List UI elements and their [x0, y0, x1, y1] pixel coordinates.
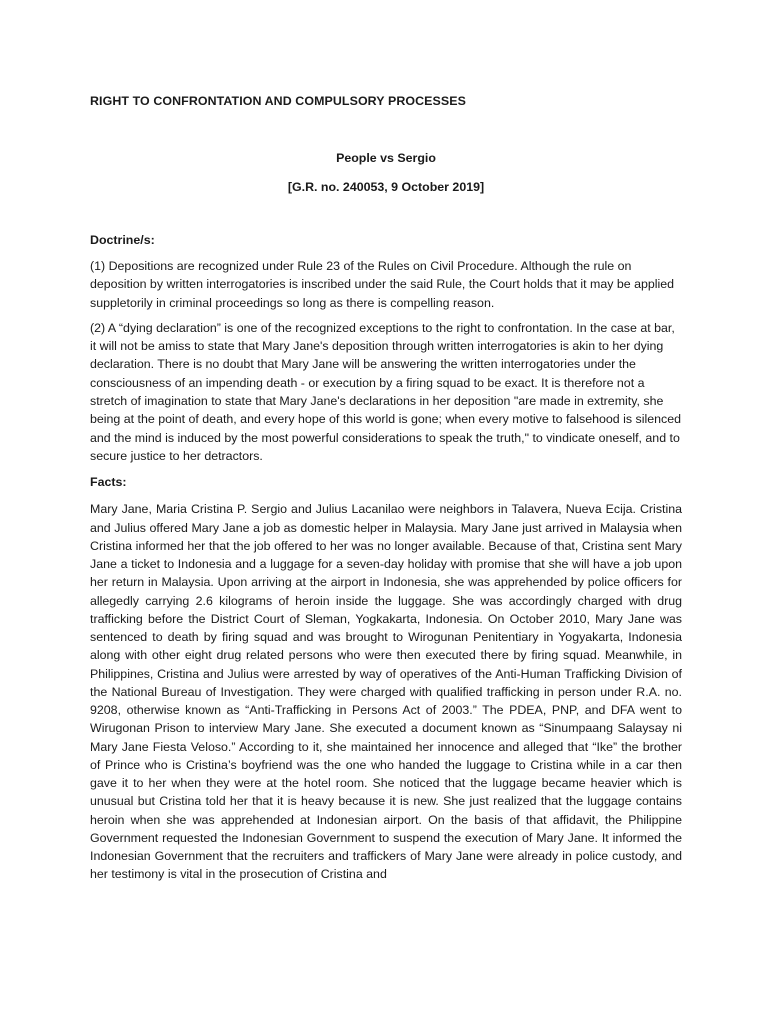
case-citation: [G.R. no. 240053, 9 October 2019]	[287, 180, 485, 194]
case-name: People vs Sergio	[336, 151, 436, 165]
doctrine-paragraph-1: (1) Depositions are recognized under Rule 23 of the Rules on Civil Procedure. Although the rule on deposition by written interrogatories is inscribed under the said Rule, the Court holds that it may be applied suppletorily in criminal proceedings so long as there is compelling reason.	[90, 259, 675, 310]
document-heading: RIGHT TO CONFRONTATION AND COMPULSORY PROCESSES	[90, 94, 466, 108]
document-body	[90, 92, 682, 884]
facts-heading: Facts:	[90, 475, 127, 490]
doctrine-heading: Doctrine/s:	[90, 233, 155, 247]
facts-paragraph: Mary Jane, Maria Cristina P. Sergio and Julius Lacanilao were neighbors in Talavera, Nueva Ecija. Cristina and Julius offered Mary Jane a job as domestic helper in Malaysia. Mary Jane just arrived in Malaysia when Cristina informed her that the job offered to her was no longer available. Because of that, Cristina sent Mary Jane a ticket to Indonesia and a luggage for a seven-day holiday with promise that she will have a job upon her return in Malaysia. Upon arriving at the airport in Indonesia, she was apprehended by police officers for allegedly carrying 2.6 kilograms of heroin inside the luggage. She was accordingly charged with drug trafficking before the District Court of Sleman, Yogkakarta, Indonesia. On October 2010, Mary Jane was sentenced to death by firing squad and was brought to Wirogunan Penitentiary in Yogyakarta, Indonesia along with other eight drug related persons who were then executed there by firing squad. Meanwhile, in Philippines, Cristina and Julius were arrested by way of operatives of the Anti-Human Trafficking Division of the National Bureau of Investigation. They were charged with qualified trafficking in person under R.A. no. 9208, otherwise known as “Anti-Trafficking in Persons Act of 2003.” The PDEA, PNP, and DFA went to Wirugonan Prison to interview Mary Jane. She executed a document known as “Sinumpaang Salaysay ni Mary Jane Fiesta Veloso.” According to it, she maintained her innocence and alleged that “Ike” the brother of Prince who is Cristina’s boyfriend was the one who handed the luggage to Cristina while in a car then gave it to her when they were at the hotel room. She noticed that the luggage became heavier which is unusual but Cristina told her that it is heavy because it is new. She just realized that the luggage contains heroin when she was apprehended at Indonesian airport. On the basis of that affidavit, the Philippine Government requested the Indonesian Government to suspend the execution of Mary Jane. It informed the Indonesian Government that the recruiters and traffickers of Mary Jane were already in police custody, and her testimony is vital in the prosecution of Cristina and	[90, 502, 682, 882]
doctrine-paragraph-2: (2) A “dying declaration” is one of the recognized exceptions to the right to confrontation. In the case at bar, it will not be amiss to state that Mary Jane's deposition through written interrogatories is akin to her dying declaration. There is no doubt that Mary Jane will be answering the written interrogatories under the consciousness of an impending death - or execution by a firing squad to be exact. It is therefore not a stretch of imagination to state that Mary Jane's declarations in her deposition "are made in extremity, she being at the point of death, and every hope of this world is gone; when every motive to falsehood is silenced and the mind is induced by the most powerful considerations to speak the truth," to vindicate oneself, and to secure justice to her detractors.	[90, 320, 681, 463]
